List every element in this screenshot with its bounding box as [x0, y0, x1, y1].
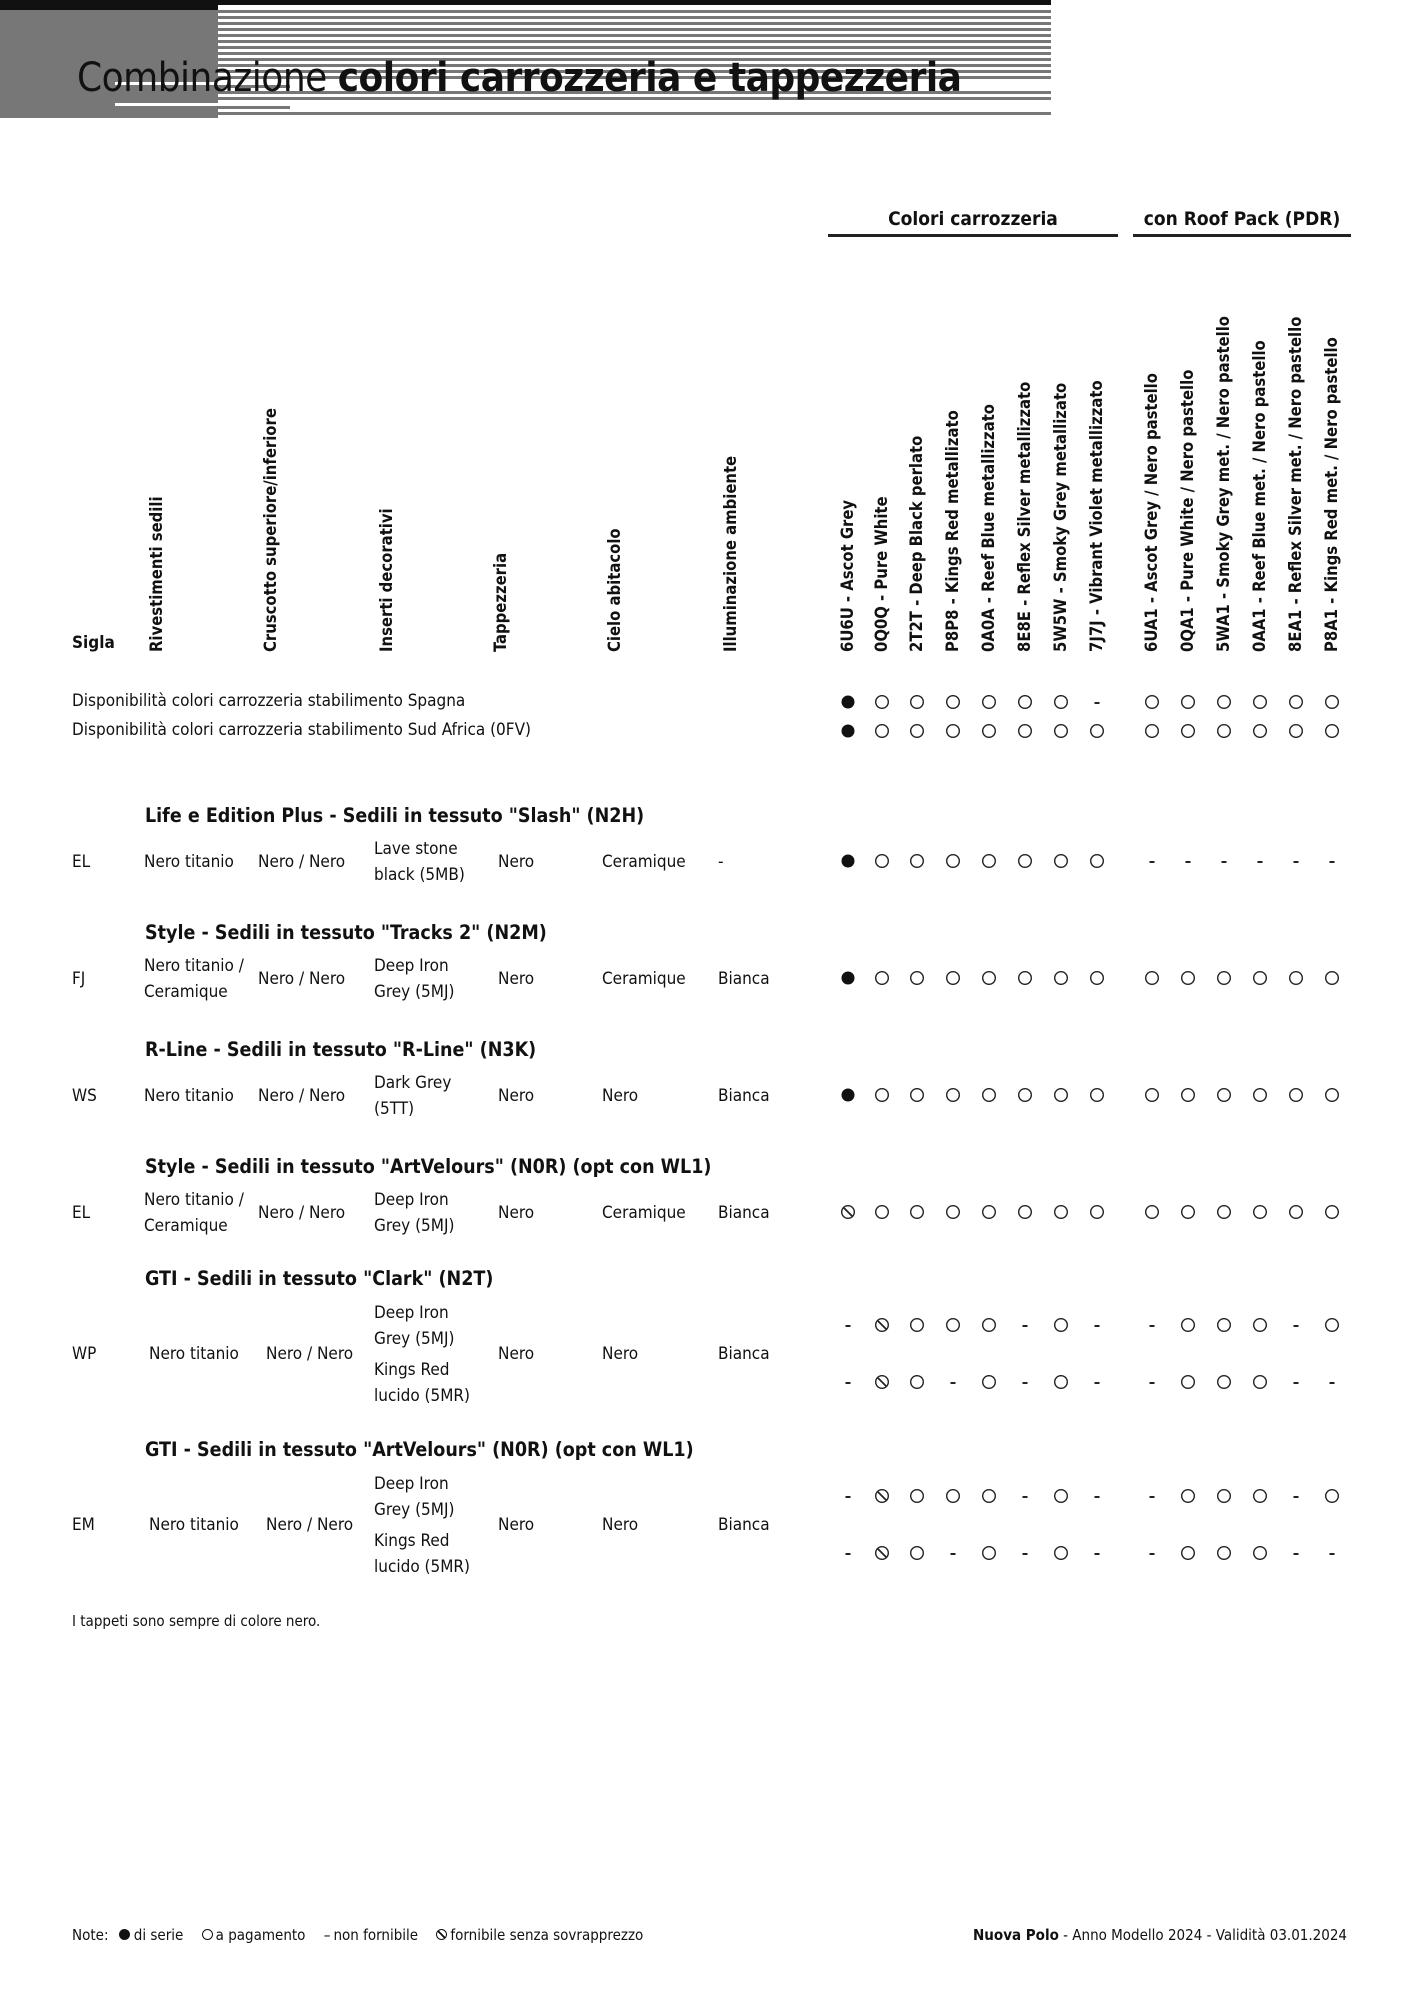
open-circle-icon: [1144, 1204, 1160, 1220]
open-circle-icon: [1216, 970, 1232, 986]
open-circle-icon: [1089, 723, 1105, 739]
open-circle-icon: [1252, 1374, 1268, 1390]
dash-icon: [1017, 1488, 1033, 1504]
legend-standard: di serie: [133, 1926, 184, 1944]
group-roof-pack: con Roof Pack (PDR): [1143, 208, 1341, 230]
open-circle-icon: [1017, 1087, 1033, 1103]
column-header-sigla: Sigla: [72, 633, 115, 653]
column-header-roof-color: 5WA1 - Smoky Grey met. / Nero pastello: [1214, 316, 1233, 652]
open-circle-icon: [1288, 723, 1304, 739]
legend-prefix: Note:: [72, 1926, 109, 1944]
sigla-code: FJ: [72, 969, 86, 989]
headliner-color: Nero: [498, 1086, 535, 1106]
sigla-code: EL: [72, 1203, 91, 1223]
column-header-body-color: 0Q0Q - Pure White: [872, 496, 891, 652]
legend-free: fornibile senza sovrapprezzo: [450, 1926, 644, 1944]
upholstery-color: Nero: [602, 1515, 639, 1535]
open-circle-icon: [1288, 1204, 1304, 1220]
open-circle-icon: [1216, 1087, 1232, 1103]
filled-circle-icon: [840, 694, 856, 710]
open-circle-icon: [1216, 1488, 1232, 1504]
open-circle-icon: [909, 1317, 925, 1333]
ambient-lighting: Bianca: [718, 1515, 770, 1535]
open-circle-icon: [1144, 723, 1160, 739]
headliner-color: Nero: [498, 852, 535, 872]
column-header: Tappezzeria: [491, 552, 510, 652]
page-title: [77, 55, 961, 101]
open-circle-icon: [1252, 1488, 1268, 1504]
open-circle-icon: [1017, 970, 1033, 986]
dash-icon: [1144, 1317, 1160, 1333]
decorative-insert: Dark Grey: [374, 1073, 452, 1093]
open-circle-icon: [1180, 1374, 1196, 1390]
open-circle-icon: [1216, 1545, 1232, 1561]
row-divider: [0, 115, 218, 118]
open-circle-icon: [1053, 723, 1069, 739]
group-body-colors: Colori carrozzeria: [888, 208, 1058, 230]
dash-icon: [840, 1374, 856, 1390]
dash-icon: [945, 1374, 961, 1390]
open-circle-icon: [1180, 1545, 1196, 1561]
slashed-circle-icon: [874, 1488, 890, 1504]
legend-unavailable: non fornibile: [333, 1926, 419, 1944]
open-circle-icon: [1252, 1545, 1268, 1561]
open-circle-icon: [1252, 1087, 1268, 1103]
dash-icon: [1324, 1374, 1340, 1390]
open-circle-icon: [1053, 1545, 1069, 1561]
slashed-circle-icon: [436, 1929, 447, 1940]
dash-icon: [1216, 853, 1232, 869]
filled-circle-icon: [119, 1929, 130, 1940]
open-circle-icon: [1324, 694, 1340, 710]
column-header-roof-color: P8A1 - Kings Red met. / Nero pastello: [1322, 337, 1341, 652]
open-circle-icon: [1216, 723, 1232, 739]
open-circle-icon: [1053, 1204, 1069, 1220]
open-circle-icon: [1017, 694, 1033, 710]
dash-icon: [1089, 1488, 1105, 1504]
upholstery-color: Nero: [602, 1344, 639, 1364]
headliner-color: Nero: [498, 1344, 535, 1364]
column-header-body-color: 8E8E - Reflex Silver metallizzato: [1015, 381, 1034, 652]
legend: [72, 1926, 643, 1944]
open-circle-icon: [1252, 1317, 1268, 1333]
column-header-body-color: 0A0A - Reef Blue metallizzato: [979, 403, 998, 652]
legend-optional: a pagamento: [215, 1926, 306, 1944]
open-circle-icon: [1252, 694, 1268, 710]
open-circle-icon: [909, 694, 925, 710]
dash-icon: [1288, 1545, 1304, 1561]
footer-model: Nuova Polo: [973, 1926, 1059, 1944]
open-circle-icon: [1180, 970, 1196, 986]
section-heading: GTI - Sedili in tessuto "ArtVelours" (N0R) (opt con WL1): [145, 1438, 694, 1461]
open-circle-icon: [981, 1317, 997, 1333]
open-circle-icon: [874, 1204, 890, 1220]
open-circle-icon: [945, 1087, 961, 1103]
dash-icon: [1252, 853, 1268, 869]
footnote: I tappeti sono sempre di colore nero.: [72, 1612, 321, 1630]
open-circle-icon: [874, 723, 890, 739]
open-circle-icon: [981, 1374, 997, 1390]
dash-icon: [1324, 1545, 1340, 1561]
open-circle-icon: [909, 853, 925, 869]
open-circle-icon: [1053, 853, 1069, 869]
open-circle-icon: [981, 1204, 997, 1220]
column-header: Illuminazione ambiente: [721, 455, 740, 652]
open-circle-icon: [1017, 723, 1033, 739]
seat-upholstery: Ceramique: [144, 982, 228, 1002]
open-circle-icon: [909, 1204, 925, 1220]
dash-icon: [1144, 1488, 1160, 1504]
open-circle-icon: [1324, 1087, 1340, 1103]
decorative-insert: lucido (5MR): [374, 1556, 471, 1577]
decorative-insert: Grey (5MJ): [374, 1216, 455, 1236]
open-circle-icon: [1288, 694, 1304, 710]
column-header-roof-color: 0AA1 - Reef Blue met. / Nero pastello: [1250, 340, 1269, 652]
open-circle-icon: [1053, 970, 1069, 986]
column-header-body-color: 7J7J - Vibrant Violet metallizzato: [1087, 380, 1106, 652]
open-circle-icon: [1252, 1204, 1268, 1220]
open-circle-icon: [874, 970, 890, 986]
open-circle-icon: [1144, 694, 1160, 710]
open-circle-icon: [1180, 694, 1196, 710]
section-heading: R-Line - Sedili in tessuto "R-Line" (N3K): [145, 1038, 537, 1061]
open-circle-icon: [1017, 1204, 1033, 1220]
upholstery-color: Ceramique: [602, 852, 686, 872]
open-circle-icon: [1053, 1488, 1069, 1504]
dash-icon: [1144, 853, 1160, 869]
filled-circle-icon: [840, 970, 856, 986]
decorative-insert: Deep Iron: [374, 1190, 449, 1210]
open-circle-icon: [1324, 1204, 1340, 1220]
ambient-lighting: Bianca: [718, 1086, 770, 1106]
decorative-insert: Grey (5MJ): [374, 1328, 455, 1349]
availability-label: Disponibilità colori carrozzeria stabilimento Spagna: [72, 691, 466, 711]
section-heading: Life e Edition Plus - Sedili in tessuto "Slash" (N2H): [145, 804, 645, 827]
open-circle-icon: [909, 1545, 925, 1561]
open-circle-icon: [1053, 1317, 1069, 1333]
decorative-insert: Grey (5MJ): [374, 982, 455, 1002]
open-circle-icon: [874, 853, 890, 869]
column-header: Inserti decorativi: [377, 508, 396, 652]
open-circle-icon: [1216, 1204, 1232, 1220]
open-circle-icon: [1216, 694, 1232, 710]
filled-circle-icon: [840, 853, 856, 869]
slashed-circle-icon: [874, 1374, 890, 1390]
dash-icon: [840, 1317, 856, 1333]
column-header-body-color: P8P8 - Kings Red metallizato: [943, 410, 962, 652]
column-header-body-color: 2T2T - Deep Black perlato: [907, 435, 926, 652]
dash-icon: [1017, 1374, 1033, 1390]
title-bold: colori carrozzeria e tappezzeria: [337, 55, 962, 101]
dash-icon: [1089, 694, 1105, 710]
upholstery-color: Nero: [602, 1086, 639, 1106]
slashed-circle-icon: [874, 1545, 890, 1561]
open-circle-icon: [945, 1317, 961, 1333]
open-circle-icon: [1053, 1374, 1069, 1390]
dash-icon: [1288, 1488, 1304, 1504]
filled-circle-icon: [840, 723, 856, 739]
open-circle-icon: [1216, 1317, 1232, 1333]
open-circle-icon: [1180, 1087, 1196, 1103]
seat-upholstery: Nero titanio: [144, 852, 234, 872]
open-circle-icon: [1017, 853, 1033, 869]
open-circle-icon: [981, 970, 997, 986]
open-circle-icon: [1180, 1317, 1196, 1333]
decorative-insert: black (5MB): [374, 865, 465, 885]
open-circle-icon: [1089, 853, 1105, 869]
open-circle-icon: [1053, 1087, 1069, 1103]
decorative-insert: Deep Iron: [374, 956, 449, 976]
open-circle-icon: [874, 1087, 890, 1103]
open-circle-icon: [1144, 1087, 1160, 1103]
decorative-insert: (5TT): [374, 1099, 415, 1119]
section-heading: Style - Sedili in tessuto "Tracks 2" (N2M): [145, 921, 547, 944]
slashed-circle-icon: [840, 1204, 856, 1220]
ambient-lighting: Bianca: [718, 969, 770, 989]
footer-info: [973, 1926, 1347, 1944]
dash-icon: [1089, 1545, 1105, 1561]
open-circle-icon: [945, 723, 961, 739]
dashboard-color: Nero / Nero: [258, 1086, 346, 1106]
open-circle-icon: [909, 723, 925, 739]
open-circle-icon: [981, 1488, 997, 1504]
dashboard-color: Nero / Nero: [258, 852, 346, 872]
open-circle-icon: [981, 723, 997, 739]
sigla-code: WP: [72, 1344, 97, 1364]
decorative-insert: Deep Iron: [374, 1473, 449, 1494]
open-circle-icon: [909, 1087, 925, 1103]
open-circle-icon: [1288, 970, 1304, 986]
open-circle-icon: [874, 694, 890, 710]
dashboard-color: Nero / Nero: [258, 1203, 346, 1223]
headliner-color: Nero: [498, 1515, 535, 1535]
dash-icon: [1288, 1317, 1304, 1333]
column-header: Cielo abitacolo: [605, 528, 624, 652]
open-circle-icon: [1144, 970, 1160, 986]
open-circle-icon: [202, 1929, 213, 1940]
dashboard-color: Nero / Nero: [266, 1344, 354, 1364]
dash-icon: [1017, 1317, 1033, 1333]
ambient-lighting: Bianca: [718, 1203, 770, 1223]
sigla-code: EL: [72, 852, 91, 872]
decorative-insert: Lave stone: [374, 839, 458, 859]
dash-icon: [1324, 853, 1340, 869]
open-circle-icon: [981, 1087, 997, 1103]
seat-upholstery: Ceramique: [144, 1216, 228, 1236]
dash-icon: [945, 1545, 961, 1561]
open-circle-icon: [1252, 723, 1268, 739]
dash-icon: [1288, 853, 1304, 869]
section-heading: GTI - Sedili in tessuto "Clark" (N2T): [145, 1267, 494, 1290]
column-header: Cruscotto superiore/inferiore: [261, 408, 280, 652]
open-circle-icon: [981, 694, 997, 710]
dashboard-color: Nero / Nero: [266, 1515, 354, 1535]
headliner-color: Nero: [498, 969, 535, 989]
open-circle-icon: [1324, 1317, 1340, 1333]
headliner-color: Nero: [498, 1203, 535, 1223]
open-circle-icon: [1089, 970, 1105, 986]
seat-upholstery: Nero titanio /: [144, 956, 244, 976]
dash-icon: –: [323, 1926, 331, 1944]
filled-circle-icon: [840, 1087, 856, 1103]
decorative-insert: Kings Red: [374, 1359, 450, 1380]
dash-icon: [1017, 1545, 1033, 1561]
open-circle-icon: [1053, 694, 1069, 710]
footer-validity: - Anno Modello 2024 - Validità 03.01.2024: [1058, 1926, 1347, 1944]
column-header-body-color: 6U6U - Ascot Grey: [838, 499, 857, 652]
open-circle-icon: [945, 1204, 961, 1220]
open-circle-icon: [909, 1374, 925, 1390]
seat-upholstery: Nero titanio /: [144, 1190, 244, 1210]
open-circle-icon: [1252, 970, 1268, 986]
column-header-body-color: 5W5W - Smoky Grey metallizato: [1051, 382, 1070, 652]
open-circle-icon: [981, 1545, 997, 1561]
sigla-code: WS: [72, 1086, 97, 1106]
dash-icon: [1089, 1374, 1105, 1390]
open-circle-icon: [1180, 723, 1196, 739]
open-circle-icon: [1324, 1488, 1340, 1504]
decorative-insert: Deep Iron: [374, 1302, 449, 1323]
open-circle-icon: [1089, 1087, 1105, 1103]
decorative-insert: Kings Red: [374, 1530, 450, 1551]
seat-upholstery: Nero titanio: [144, 1086, 234, 1106]
open-circle-icon: [1180, 1204, 1196, 1220]
seat-upholstery: Nero titanio: [149, 1344, 239, 1364]
open-circle-icon: [945, 1488, 961, 1504]
open-circle-icon: [909, 970, 925, 986]
open-circle-icon: [1089, 1204, 1105, 1220]
divider: [1133, 234, 1351, 237]
dash-icon: [1144, 1545, 1160, 1561]
dash-icon: [840, 1545, 856, 1561]
open-circle-icon: [1216, 1374, 1232, 1390]
section-heading: Style - Sedili in tessuto "ArtVelours" (N0R) (opt con WL1): [145, 1155, 712, 1178]
dash-icon: [1144, 1374, 1160, 1390]
slashed-circle-icon: [874, 1317, 890, 1333]
ambient-lighting: -: [718, 852, 724, 872]
dash-icon: [1288, 1374, 1304, 1390]
title-light: Combinazione: [77, 55, 338, 101]
ambient-lighting: Bianca: [718, 1344, 770, 1364]
open-circle-icon: [945, 694, 961, 710]
open-circle-icon: [945, 970, 961, 986]
upholstery-color: Ceramique: [602, 1203, 686, 1223]
open-circle-icon: [1324, 723, 1340, 739]
dash-icon: [1180, 853, 1196, 869]
decorative-insert: Grey (5MJ): [374, 1499, 455, 1520]
dash-icon: [1089, 1317, 1105, 1333]
seat-upholstery: Nero titanio: [149, 1515, 239, 1535]
column-header-roof-color: 8EA1 - Reflex Silver met. / Nero pastello: [1286, 316, 1305, 652]
open-circle-icon: [1324, 970, 1340, 986]
availability-label: Disponibilità colori carrozzeria stabilimento Sud Africa (0FV): [72, 720, 532, 740]
sigla-code: EM: [72, 1515, 95, 1535]
open-circle-icon: [981, 853, 997, 869]
dashboard-color: Nero / Nero: [258, 969, 346, 989]
upholstery-color: Ceramique: [602, 969, 686, 989]
column-header: Rivestimenti sedili: [147, 496, 166, 652]
divider: [828, 234, 1118, 237]
open-circle-icon: [1180, 1488, 1196, 1504]
open-circle-icon: [909, 1488, 925, 1504]
open-circle-icon: [1288, 1087, 1304, 1103]
open-circle-icon: [945, 853, 961, 869]
column-header-roof-color: 6UA1 - Ascot Grey / Nero pastello: [1142, 373, 1161, 652]
dash-icon: [840, 1488, 856, 1504]
column-header-roof-color: 0QA1 - Pure White / Nero pastello: [1178, 369, 1197, 652]
decorative-insert: lucido (5MR): [374, 1385, 471, 1406]
